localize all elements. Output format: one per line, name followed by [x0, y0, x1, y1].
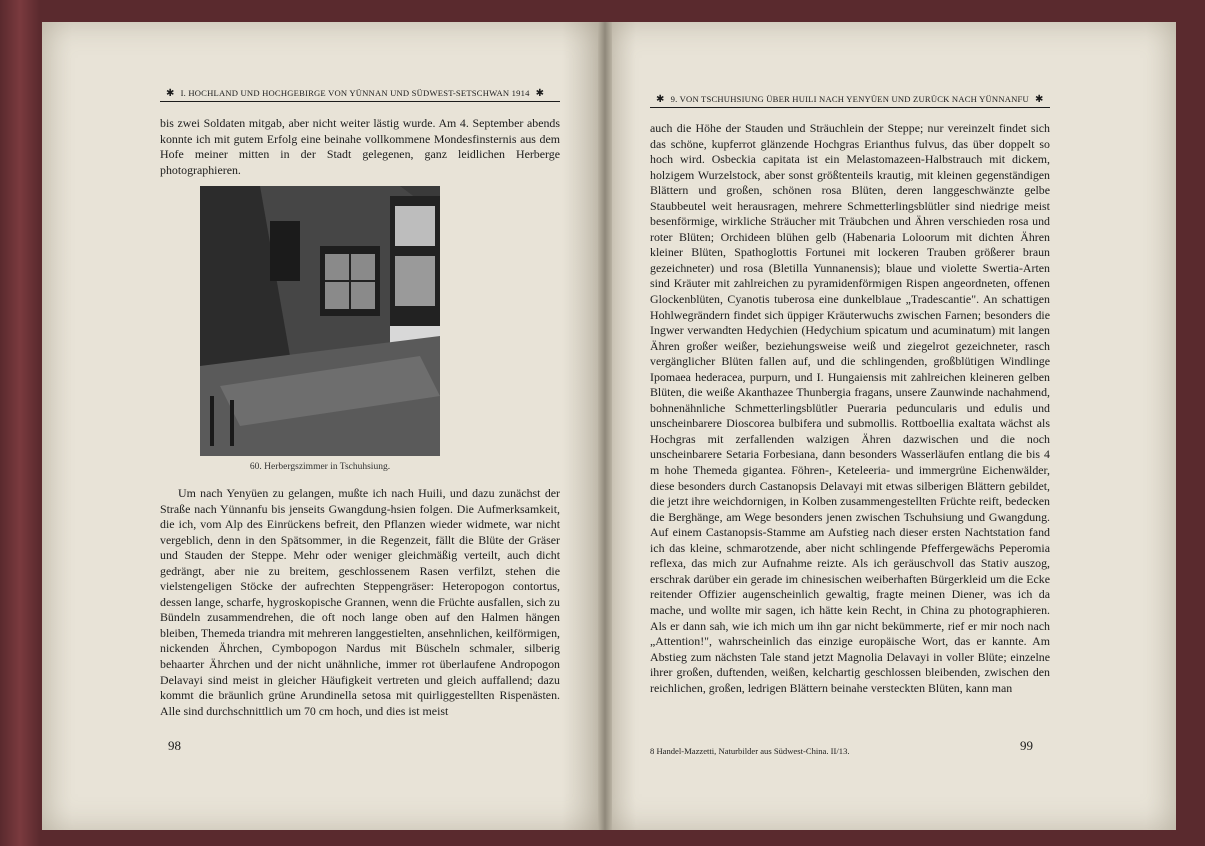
photo-inn-room	[200, 186, 440, 456]
star-icon: ✱	[166, 88, 175, 99]
left-paragraph-1: bis zwei Soldaten mitgab, aber nicht weiter lästig wurde. Am 4. September abends konnte ich mit gutem Erfolg eine beinahe vollkommene Mondesfinsternis aus dem Hofe meiner mitten in der Stadt gelegenen, ganz leidlichen Herberge photographieren.	[160, 116, 560, 177]
right-page-number: 99	[1020, 738, 1033, 753]
signature-footer: 8 Handel-Mazzetti, Naturbilder aus Südwest-China. II/13.	[650, 746, 850, 756]
photo-caption: 60. Herbergszimmer in Tschuhsiung.	[249, 462, 391, 472]
star-icon: ✱	[1034, 94, 1044, 105]
left-paragraph-2: Um nach Yenyüen zu gelangen, mußte ich nach Huili, und dazu zunächst der Straße nach Yünnanfu bis jenseits Gwangdung-hsien folgen. Die Aufmerksamkeit, die ich, vom Alp des Einrückens befreit, den Pflanzen wieder widmete, war nicht vergeblich, denn in den Spätsommer, in die Regenzeit, fällt die Blüte der Gräser und Stauden der Steppe. Mehr oder weniger gleichmäßig verteilt, auch dicht gedrängt, aber nie zu breitem, geschlossenem Rasen verfilzt, stehen die vielstengeligen Stöcke der aufrechten Steppengräser: Heteropogon contortus, dessen lange, scharfe, hygroskopische Grannen, wenn die Früchte ausfallen, sich zu Bündeln zusammendrehen, die oft noch lange oben auf den Halmen hängen bleiben, Themeda triandra mit mehreren langgestielten, ansehnlichen, keilförmigen, nickenden Ährchen, Cymbopogon Nardus mit Büscheln schmaler, silberig behaarter Ährchen und der nicht unähnliche, immer rot überlaufene Andropogon Delavayi sind meist in gleicher Häufigkeit vertreten und gleich auffallend; dazu kommt die bräunlich grüne Arundinella setosa mit quirliggestellten Rispenästen. Alle sind durchschnittlich um 70 cm hoch, und dies ist meist	[160, 486, 560, 718]
book-gutter	[598, 22, 612, 830]
left-running-header	[160, 88, 560, 102]
star-icon: ✱	[656, 94, 665, 105]
photo-illustration	[200, 186, 440, 456]
right-running-header	[650, 94, 1050, 108]
left-page-number: 98	[168, 738, 181, 753]
left-header-text: I. HOCHLAND UND HOCHGEBIRGE VON YÜNNAN UND SÜDWEST-SETSCHWAN 1914	[180, 88, 530, 98]
star-icon: ✱	[535, 88, 545, 99]
right-body-text: auch die Höhe der Stauden und Sträuchlein der Steppe; nur vereinzelt findet sich das schöne, kupferrot glänzende Hochgras Erianthus fulvus, das über doppelt so hoch wird. Osbeckia capitata ist ein Melastomazeen-Halbstrauch mit dickem, holzigem Wurzelstock, aber sonst größtenteils krautig, mit kleinen gegenständigen Blättern und großen, schönen rosa Blüten, deren langgeschwänzte gelbe Staubbeutel weit herausragen, mehrere Schmetterlingsblütler sind niedrige meist besenförmige, wirkliche Sträucher mit Träubchen und Ähren verschieden rosa und roter Blüten; Orchideen blühen gelb (Habenaria Loloorum mit dichten Ähren kleiner Blüten, Spathoglottis Fortunei mit lockeren Trauben größerer braun gezeichneter) und rosa (Bletilla Yunnanensis); blaue und violette Swertia-Arten sind Kräuter mit zahlreichen zu pyramidenförmigen Rispen angeordneten, offenen Glockenblüten, Cyanotis tuberosa eine dunkelblaue „Tradescantie". An schattigen Hohlwegrändern findet sich üppiger Kräuterwuchs zwischen Farnen; besonders die Ingwer verwandten Hedychien (Hedychium spicatum und acuminatum) mit langen Ähren großer weißer, beziehungsweise weiß und ziegelrot gezeichneter, rasch vergänglicher Blüten fallen auf, und die schlingenden, großblütigen Windlinge Ipomaea hederacea, purpurn, und I. Hungaiensis mit zahlreichen kleineren gelben Blüten, die weiße Akanthazee Thunbergia fragans, unsere Zaunwinde nachahmend, bohnenähnliche Schmetterlingsblütler Pueraria peduncularis und edulis und unscheinbarere Dioscorea bulbifera und submollis. Rottboellia exaltata wächst als Hochgras mit zerfallenden walzigen Ähren dazwischen und die noch unscheinbarere Setaria Forbesiana, dann besonders Wasserläufen entlang die bis 4 m hohe Themeda gigantea. Föhren-, Keteleeria- und immergrüne Eichenwälder, diese besonders durch Castanopsis Delavayi mit etwas silberigen Blättern gebildet, die jetzt ihre weichdornigen, in Kolben zusammengestellten Früchte reift, bedecken die Berghänge, am Wege besonders jenen zwischen Tschuhsiung und Gwangdung. Auf einem Castanopsis-Stamme am Aufstieg nach dieser ersten Nachtstation fand ich das kleine, schmarotzende, aber nicht schlingende Pfeffergewächs Peperomia reflexa, das mich zur Aufnahme reizte. Als ich geräuschvoll das Stativ auszog, erschrak darüber ein gerade im chinesischen weiberhaften Bürgerkleid um die Ecke reitender Offizier augenscheinlich gewaltig, fragte meinen Diener, was ich da mache, und wollte mir sagen, ich hätte kein Recht, in China zu photographieren. Als er dann sah, wie ich mich um ihn gar nicht bekümmerte, rief er mir noch nach „Attention!", wahrscheinlich das einzige europäische Wort, das er kannte. Am Abstieg zum nächsten Tale stand jetzt Magnolia Delavayi in voller Blüte; einzelne ihrer großen, duftenden, weißen, kelchartig geschlossen bleibenden, zwischen den reichlichen, großen, ledrigen Blättern beinahe versteckten Blüten, kann man	[650, 121, 1050, 695]
right-header-text: 9. VON TSCHUHSIUNG ÜBER HUILI NACH YENYÜEN UND ZURÜCK NACH YÜNNANFU	[670, 94, 1029, 104]
